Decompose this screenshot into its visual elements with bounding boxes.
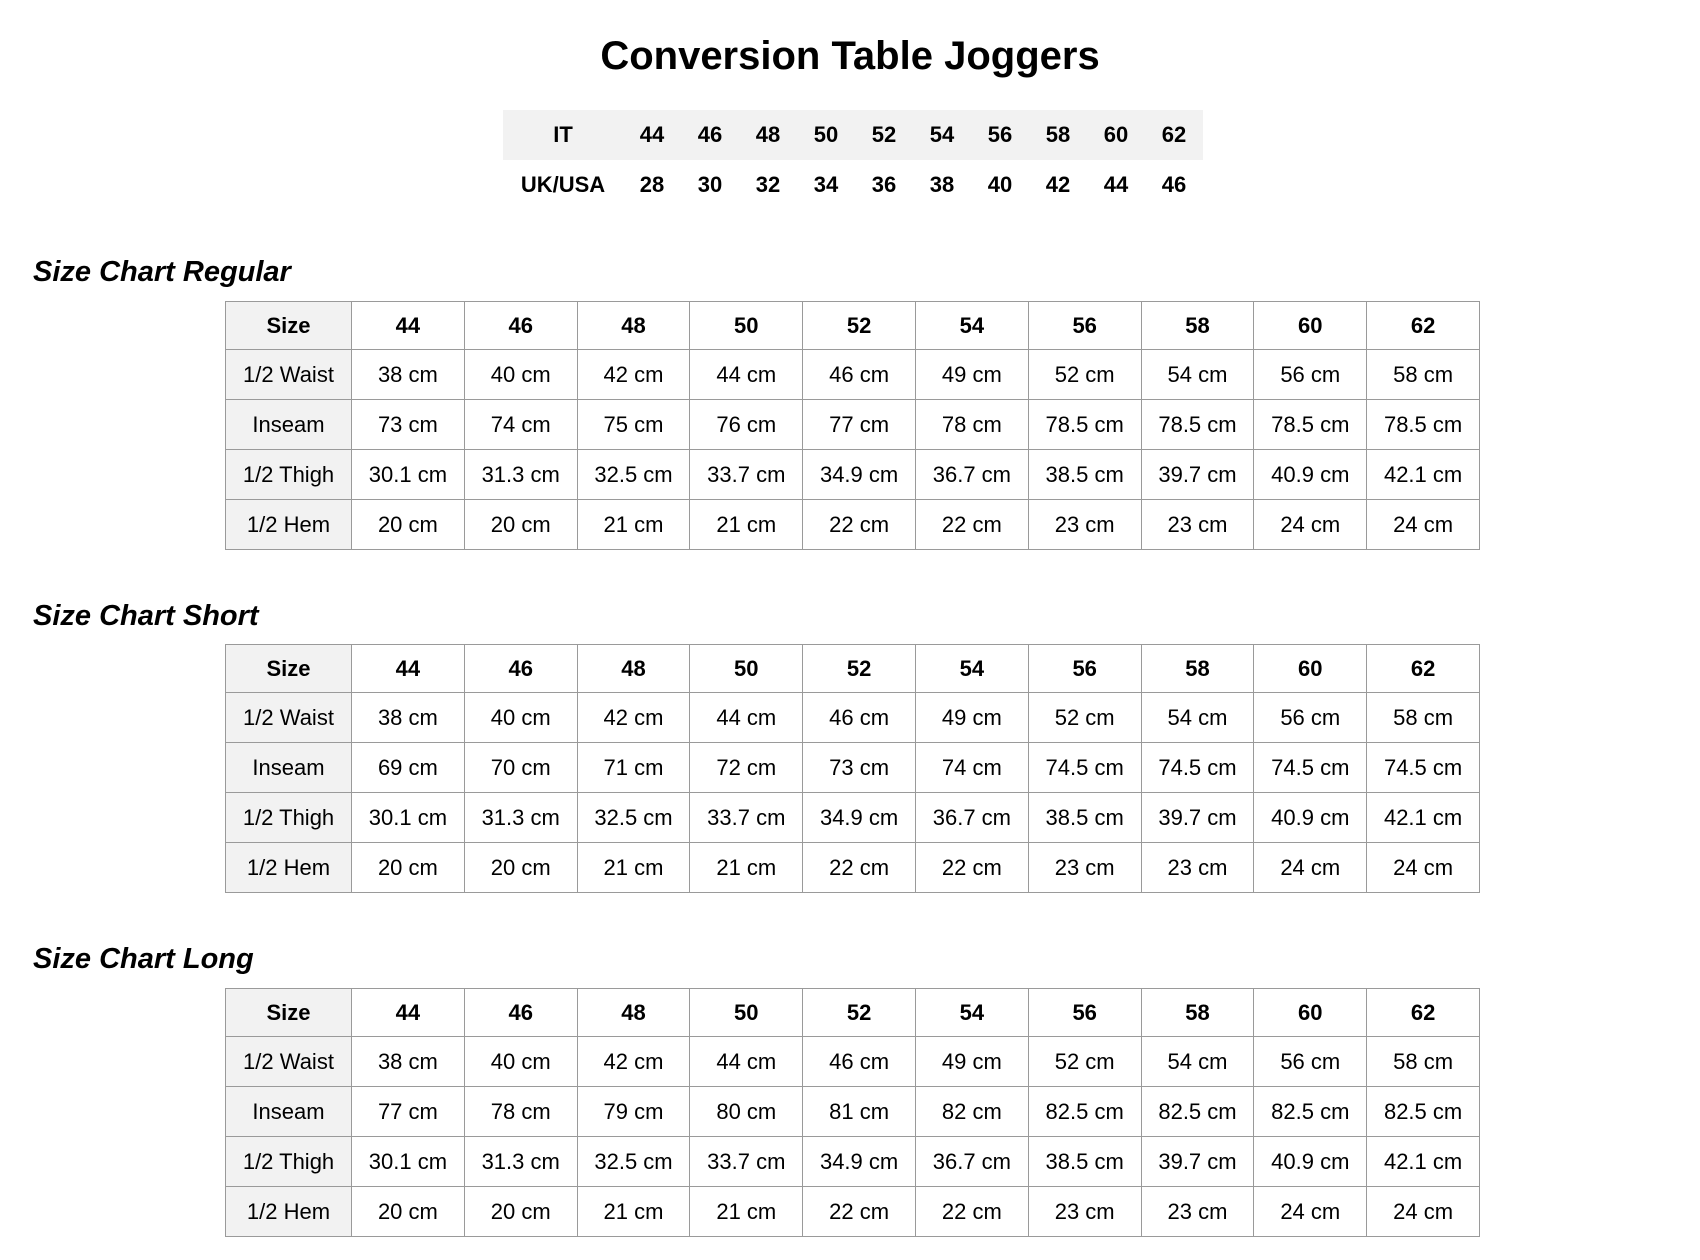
conversion-cell: 62	[1145, 110, 1203, 160]
measurement-cell: 22 cm	[803, 500, 916, 550]
size-header-cell: 54	[915, 645, 1028, 693]
conversion-cell: 30	[697, 172, 723, 197]
measurement-cell: 44 cm	[690, 350, 803, 400]
table-row	[226, 1037, 1480, 1087]
measurement-cell: 30.1 cm	[352, 1137, 465, 1187]
measurement-cell: 81 cm	[803, 1087, 916, 1137]
measurement-cell: 82.5 cm	[1141, 1087, 1254, 1137]
row-label: 1/2 Thigh	[226, 450, 352, 500]
measurement-cell: 24 cm	[1367, 843, 1480, 893]
table-row	[226, 843, 1480, 893]
measurement-cell: 34.9 cm	[803, 450, 916, 500]
measurement-cell: 74 cm	[915, 743, 1028, 793]
row-label: 1/2 Waist	[226, 693, 352, 743]
measurement-cell: 56 cm	[1254, 1037, 1367, 1087]
size-header-cell: 54	[915, 302, 1028, 350]
size-header-cell: 58	[1141, 302, 1254, 350]
row-label: 1/2 Waist	[226, 350, 352, 400]
row-label: Inseam	[226, 1087, 352, 1137]
measurement-cell: 38 cm	[352, 350, 465, 400]
measurement-cell: 74.5 cm	[1367, 743, 1480, 793]
measurement-cell: 32.5 cm	[577, 1137, 690, 1187]
page-title: Conversion Table Joggers	[600, 34, 1100, 78]
measurement-cell: 34.9 cm	[803, 793, 916, 843]
size-header-cell: 56	[1028, 989, 1141, 1037]
measurement-cell: 24 cm	[1254, 843, 1367, 893]
size-header-cell: 58	[1141, 989, 1254, 1037]
measurement-cell: 42.1 cm	[1367, 793, 1480, 843]
conversion-cell: 36	[871, 172, 897, 197]
size-header-cell: 60	[1254, 302, 1367, 350]
measurement-cell: 44 cm	[690, 1037, 803, 1087]
conversion-cell: 60	[1087, 110, 1145, 160]
measurement-cell: 78 cm	[464, 1087, 577, 1137]
measurement-cell: 82.5 cm	[1367, 1087, 1480, 1137]
size-header-cell: 46	[464, 302, 577, 350]
measurement-cell: 32.5 cm	[577, 450, 690, 500]
measurement-cell: 49 cm	[915, 693, 1028, 743]
measurement-cell: 40.9 cm	[1254, 793, 1367, 843]
measurement-cell: 20 cm	[352, 843, 465, 893]
measurement-cell: 34.9 cm	[803, 1137, 916, 1187]
measurement-cell: 20 cm	[464, 500, 577, 550]
conversion-cell: 52	[855, 110, 913, 160]
measurement-cell: 58 cm	[1367, 693, 1480, 743]
measurement-cell: 21 cm	[577, 843, 690, 893]
conversion-cell: 44	[1103, 172, 1129, 197]
measurement-cell: 74.5 cm	[1254, 743, 1367, 793]
size-header-cell: 50	[690, 302, 803, 350]
measurement-cell: 70 cm	[464, 743, 577, 793]
measurement-cell: 38.5 cm	[1028, 793, 1141, 843]
measurement-cell: 72 cm	[690, 743, 803, 793]
measurement-cell: 33.7 cm	[690, 1137, 803, 1187]
measurement-cell: 22 cm	[915, 1187, 1028, 1237]
section-title-long: Size Chart Long	[33, 943, 254, 975]
measurement-cell: 82.5 cm	[1028, 1087, 1141, 1137]
table-row	[226, 1187, 1480, 1237]
measurement-cell: 42.1 cm	[1367, 1137, 1480, 1187]
row-label: 1/2 Thigh	[226, 793, 352, 843]
conversion-cell: 40	[987, 172, 1013, 197]
conversion-table	[503, 110, 1203, 210]
size-header-cell: 60	[1254, 989, 1367, 1037]
conversion-cell: 34	[813, 172, 839, 197]
measurement-cell: 80 cm	[690, 1087, 803, 1137]
size-header-cell: 44	[352, 645, 465, 693]
measurement-cell: 78.5 cm	[1367, 400, 1480, 450]
size-header-cell: 50	[690, 645, 803, 693]
measurement-cell: 22 cm	[803, 843, 916, 893]
size-header-cell: 54	[915, 989, 1028, 1037]
section-title-regular: Size Chart Regular	[33, 256, 291, 288]
measurement-cell: 31.3 cm	[464, 1137, 577, 1187]
size-header-cell: 58	[1141, 645, 1254, 693]
table-row	[226, 500, 1480, 550]
measurement-cell: 40.9 cm	[1254, 450, 1367, 500]
table-row	[226, 400, 1480, 450]
size-header-cell: 44	[352, 302, 465, 350]
measurement-cell: 77 cm	[352, 1087, 465, 1137]
conversion-row-it	[503, 110, 1203, 160]
measurement-cell: 49 cm	[915, 350, 1028, 400]
measurement-cell: 24 cm	[1254, 1187, 1367, 1237]
conversion-row-uk-usa	[503, 160, 1203, 210]
measurement-cell: 74 cm	[464, 400, 577, 450]
measurement-cell: 40 cm	[464, 350, 577, 400]
measurement-cell: 22 cm	[803, 1187, 916, 1237]
measurement-cell: 49 cm	[915, 1037, 1028, 1087]
measurement-cell: 46 cm	[803, 350, 916, 400]
measurement-cell: 36.7 cm	[915, 1137, 1028, 1187]
conversion-cell: 48	[739, 110, 797, 160]
table-row	[226, 1087, 1480, 1137]
measurement-cell: 42 cm	[577, 1037, 690, 1087]
size-header-cell: 60	[1254, 645, 1367, 693]
measurement-cell: 23 cm	[1028, 1187, 1141, 1237]
conversion-cell: 32	[755, 172, 781, 197]
measurement-cell: 58 cm	[1367, 1037, 1480, 1087]
size-header-cell: 56	[1028, 302, 1141, 350]
measurement-cell: 23 cm	[1028, 843, 1141, 893]
measurement-cell: 74.5 cm	[1028, 743, 1141, 793]
measurement-cell: 44 cm	[690, 693, 803, 743]
table-row	[226, 793, 1480, 843]
measurement-cell: 54 cm	[1141, 1037, 1254, 1087]
conversion-cell: 38	[929, 172, 955, 197]
measurement-cell: 54 cm	[1141, 350, 1254, 400]
conversion-cell: 58	[1029, 110, 1087, 160]
table-header-row	[226, 302, 1480, 350]
measurement-cell: 76 cm	[690, 400, 803, 450]
size-header-cell: 50	[690, 989, 803, 1037]
measurement-cell: 71 cm	[577, 743, 690, 793]
measurement-cell: 36.7 cm	[915, 450, 1028, 500]
size-chart-short	[225, 644, 1480, 893]
measurement-cell: 22 cm	[915, 500, 1028, 550]
conversion-cell: 50	[797, 110, 855, 160]
measurement-cell: 46 cm	[803, 1037, 916, 1087]
size-header-cell: 62	[1367, 989, 1480, 1037]
measurement-cell: 20 cm	[464, 843, 577, 893]
measurement-cell: 74.5 cm	[1141, 743, 1254, 793]
size-header-cell: 48	[577, 302, 690, 350]
measurement-cell: 38 cm	[352, 693, 465, 743]
size-header-cell: 62	[1367, 302, 1480, 350]
measurement-cell: 20 cm	[464, 1187, 577, 1237]
measurement-cell: 23 cm	[1141, 1187, 1254, 1237]
measurement-cell: 78.5 cm	[1254, 400, 1367, 450]
measurement-cell: 58 cm	[1367, 350, 1480, 400]
measurement-cell: 78 cm	[915, 400, 1028, 450]
measurement-cell: 75 cm	[577, 400, 690, 450]
measurement-cell: 23 cm	[1141, 500, 1254, 550]
table-header-row	[226, 989, 1480, 1037]
measurement-cell: 39.7 cm	[1141, 450, 1254, 500]
measurement-cell: 52 cm	[1028, 1037, 1141, 1087]
measurement-cell: 56 cm	[1254, 350, 1367, 400]
measurement-cell: 52 cm	[1028, 693, 1141, 743]
measurement-cell: 33.7 cm	[690, 793, 803, 843]
conversion-cell: 44	[623, 110, 681, 160]
measurement-cell: 23 cm	[1141, 843, 1254, 893]
size-header-cell: 46	[464, 989, 577, 1037]
row-label: 1/2 Hem	[226, 1187, 352, 1237]
conversion-cell: 56	[971, 110, 1029, 160]
measurement-cell: 42 cm	[577, 350, 690, 400]
measurement-cell: 24 cm	[1254, 500, 1367, 550]
conversion-cell: 54	[913, 110, 971, 160]
size-header-cell: 46	[464, 645, 577, 693]
row-label: Inseam	[226, 400, 352, 450]
size-header-cell: 44	[352, 989, 465, 1037]
size-header-cell: 52	[803, 302, 916, 350]
measurement-cell: 33.7 cm	[690, 450, 803, 500]
row-label: 1/2 Hem	[226, 500, 352, 550]
measurement-cell: 20 cm	[352, 1187, 465, 1237]
measurement-cell: 73 cm	[352, 400, 465, 450]
measurement-cell: 31.3 cm	[464, 450, 577, 500]
table-row	[226, 450, 1480, 500]
measurement-cell: 39.7 cm	[1141, 793, 1254, 843]
measurement-cell: 42.1 cm	[1367, 450, 1480, 500]
measurement-cell: 73 cm	[803, 743, 916, 793]
size-header-cell: 48	[577, 645, 690, 693]
measurement-cell: 39.7 cm	[1141, 1137, 1254, 1187]
measurement-cell: 46 cm	[803, 693, 916, 743]
measurement-cell: 31.3 cm	[464, 793, 577, 843]
measurement-cell: 30.1 cm	[352, 450, 465, 500]
measurement-cell: 38.5 cm	[1028, 450, 1141, 500]
table-row	[226, 350, 1480, 400]
measurement-cell: 24 cm	[1367, 1187, 1480, 1237]
measurement-cell: 21 cm	[577, 500, 690, 550]
size-header-cell: 62	[1367, 645, 1480, 693]
row-label: Size	[226, 645, 352, 693]
measurement-cell: 21 cm	[577, 1187, 690, 1237]
measurement-cell: 40 cm	[464, 693, 577, 743]
section-title-short: Size Chart Short	[33, 600, 259, 632]
measurement-cell: 38.5 cm	[1028, 1137, 1141, 1187]
measurement-cell: 21 cm	[690, 500, 803, 550]
table-row	[226, 1137, 1480, 1187]
measurement-cell: 52 cm	[1028, 350, 1141, 400]
conversion-cell: 28	[639, 172, 665, 197]
row-label: Inseam	[226, 743, 352, 793]
measurement-cell: 32.5 cm	[577, 793, 690, 843]
measurement-cell: 54 cm	[1141, 693, 1254, 743]
row-label: 1/2 Thigh	[226, 1137, 352, 1187]
measurement-cell: 82 cm	[915, 1087, 1028, 1137]
table-row	[226, 743, 1480, 793]
measurement-cell: 23 cm	[1028, 500, 1141, 550]
row-label: Size	[226, 302, 352, 350]
size-header-cell: 52	[803, 645, 916, 693]
size-chart-long	[225, 988, 1480, 1237]
size-header-cell: 48	[577, 989, 690, 1037]
size-chart-regular	[225, 301, 1480, 550]
measurement-cell: 77 cm	[803, 400, 916, 450]
measurement-cell: 21 cm	[690, 843, 803, 893]
measurement-cell: 40 cm	[464, 1037, 577, 1087]
measurement-cell: 78.5 cm	[1141, 400, 1254, 450]
measurement-cell: 30.1 cm	[352, 793, 465, 843]
measurement-cell: 20 cm	[352, 500, 465, 550]
measurement-cell: 42 cm	[577, 693, 690, 743]
conversion-cell: 42	[1045, 172, 1071, 197]
measurement-cell: 21 cm	[690, 1187, 803, 1237]
measurement-cell: 82.5 cm	[1254, 1087, 1367, 1137]
conversion-label: UK/USA	[520, 172, 606, 197]
row-label: 1/2 Waist	[226, 1037, 352, 1087]
row-label: Size	[226, 989, 352, 1037]
conversion-cell: 46	[1161, 172, 1187, 197]
conversion-label: IT	[503, 110, 623, 160]
row-label: 1/2 Hem	[226, 843, 352, 893]
measurement-cell: 79 cm	[577, 1087, 690, 1137]
measurement-cell: 56 cm	[1254, 693, 1367, 743]
size-header-cell: 52	[803, 989, 916, 1037]
measurement-cell: 69 cm	[352, 743, 465, 793]
measurement-cell: 40.9 cm	[1254, 1137, 1367, 1187]
conversion-cell: 46	[681, 110, 739, 160]
measurement-cell: 22 cm	[915, 843, 1028, 893]
measurement-cell: 24 cm	[1367, 500, 1480, 550]
measurement-cell: 38 cm	[352, 1037, 465, 1087]
table-row	[226, 693, 1480, 743]
table-header-row	[226, 645, 1480, 693]
size-header-cell: 56	[1028, 645, 1141, 693]
measurement-cell: 36.7 cm	[915, 793, 1028, 843]
measurement-cell: 78.5 cm	[1028, 400, 1141, 450]
